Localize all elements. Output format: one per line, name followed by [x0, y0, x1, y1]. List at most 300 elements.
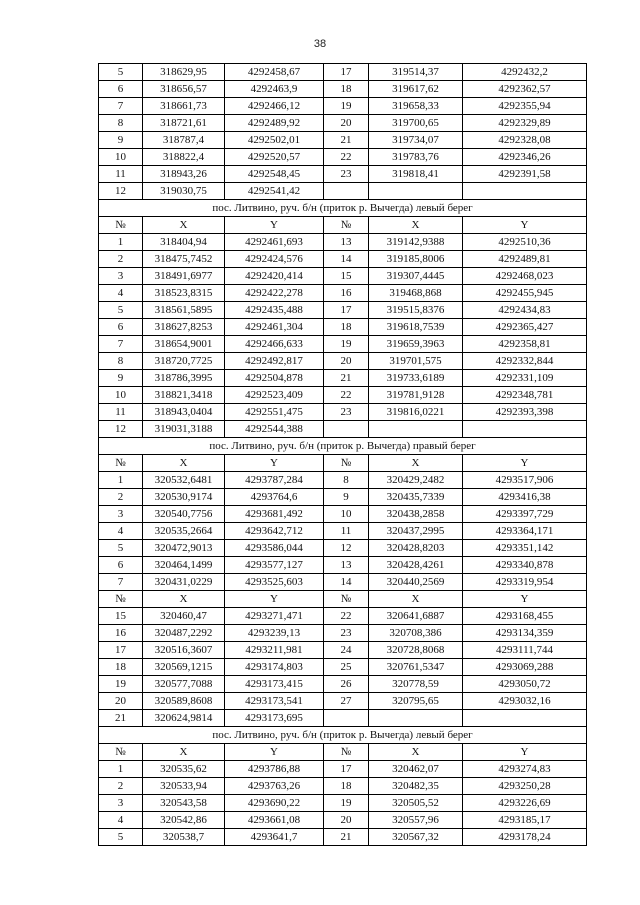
table-cell: 4292331,109 [463, 370, 587, 387]
table-cell: 319030,75 [143, 183, 225, 200]
table-row [99, 166, 587, 183]
table-cell: 320438,2858 [369, 506, 463, 523]
table-cell: 4293226,69 [463, 795, 587, 812]
table-row [99, 268, 587, 285]
table-row [99, 319, 587, 336]
section-title: пос. Литвино, руч. б/н (приток р. Вычегда) левый берег [99, 200, 587, 217]
table-cell: 18 [324, 81, 369, 98]
table-cell [324, 183, 369, 200]
table-cell: 320505,52 [369, 795, 463, 812]
table-row [99, 472, 587, 489]
table-cell: 318561,5895 [143, 302, 225, 319]
header-cell: № [99, 217, 143, 234]
table-cell: 4293763,26 [225, 778, 324, 795]
table-cell: 17 [324, 64, 369, 81]
table-cell: 4292463,9 [225, 81, 324, 98]
table-cell: 320589,8608 [143, 693, 225, 710]
table-cell: 319701,575 [369, 353, 463, 370]
table-cell: 1 [99, 472, 143, 489]
table-cell: 4293577,127 [225, 557, 324, 574]
table-cell: 7 [99, 574, 143, 591]
table-cell: 12 [99, 421, 143, 438]
table-cell: 13 [324, 234, 369, 251]
table-cell: 4292434,83 [463, 302, 587, 319]
table-cell: 1 [99, 761, 143, 778]
table-cell: 320487,2292 [143, 625, 225, 642]
table-row [99, 608, 587, 625]
table-cell: 319142,9388 [369, 234, 463, 251]
table-cell: 3 [99, 506, 143, 523]
table-cell: 19 [99, 676, 143, 693]
table-cell: 318491,6977 [143, 268, 225, 285]
table-cell: 4292422,278 [225, 285, 324, 302]
table-row [99, 421, 587, 438]
table-cell: 5 [99, 302, 143, 319]
header-cell: X [369, 591, 463, 608]
table-cell: 25 [324, 659, 369, 676]
table-cell: 26 [324, 676, 369, 693]
table-cell: 13 [324, 557, 369, 574]
table-cell: 4292489,92 [225, 115, 324, 132]
table-cell: 4293786,88 [225, 761, 324, 778]
table-cell: 4293586,044 [225, 540, 324, 557]
table-cell: 4292455,945 [463, 285, 587, 302]
table-cell: 318720,7725 [143, 353, 225, 370]
table-cell: 320535,2664 [143, 523, 225, 540]
table-row [99, 557, 587, 574]
table-cell: 19 [324, 795, 369, 812]
table-row [99, 251, 587, 268]
header-cell: № [324, 455, 369, 472]
table-cell: 10 [99, 149, 143, 166]
table-cell: 318787,4 [143, 132, 225, 149]
table-cell: 21 [324, 829, 369, 846]
section-title: пос. Литвино, руч. б/н (приток р. Вычегда) правый берег [99, 438, 587, 455]
table-cell: 10 [99, 387, 143, 404]
table-cell: 9 [324, 489, 369, 506]
table-cell: 319515,8376 [369, 302, 463, 319]
table-cell: 4293517,906 [463, 472, 587, 489]
header-cell: X [143, 744, 225, 761]
header-cell: № [324, 744, 369, 761]
table-cell: 320428,8203 [369, 540, 463, 557]
table-cell: 320472,9013 [143, 540, 225, 557]
table-cell: 7 [99, 336, 143, 353]
table-cell: 14 [324, 251, 369, 268]
table-cell: 4 [99, 523, 143, 540]
table-cell [369, 710, 463, 727]
table-cell: 4292466,633 [225, 336, 324, 353]
table-cell: 320533,94 [143, 778, 225, 795]
table-cell: 4292544,388 [225, 421, 324, 438]
header-cell: X [369, 455, 463, 472]
table-row [99, 812, 587, 829]
table-row [99, 98, 587, 115]
table-cell: 4293351,142 [463, 540, 587, 557]
table-row [99, 387, 587, 404]
table-cell: 319617,62 [369, 81, 463, 98]
table-cell: 4293250,28 [463, 778, 587, 795]
section-title-row [99, 727, 587, 744]
table-cell: 4292468,023 [463, 268, 587, 285]
table-cell: 4293178,24 [463, 829, 587, 846]
header-row [99, 744, 587, 761]
table-row [99, 778, 587, 795]
table-row [99, 659, 587, 676]
table-cell: 320482,35 [369, 778, 463, 795]
table-cell: 4293211,981 [225, 642, 324, 659]
table-cell: 9 [99, 132, 143, 149]
table-cell: 19 [324, 336, 369, 353]
table-cell: 4293239,13 [225, 625, 324, 642]
header-cell: X [143, 455, 225, 472]
table-cell: 319468,868 [369, 285, 463, 302]
table-cell: 4293525,603 [225, 574, 324, 591]
table-cell [463, 710, 587, 727]
table-cell: 320428,4261 [369, 557, 463, 574]
table-cell: 320460,47 [143, 608, 225, 625]
table-cell: 320577,7088 [143, 676, 225, 693]
table-cell: 4 [99, 812, 143, 829]
table-cell: 15 [324, 268, 369, 285]
header-cell: № [99, 455, 143, 472]
table-cell: 17 [99, 642, 143, 659]
table-cell: 4292355,94 [463, 98, 587, 115]
table-cell: 318475,7452 [143, 251, 225, 268]
table-cell: 4292346,26 [463, 149, 587, 166]
table-cell: 20 [324, 812, 369, 829]
section-title-row [99, 200, 587, 217]
header-row [99, 217, 587, 234]
table-cell: 318404,94 [143, 234, 225, 251]
table-row [99, 829, 587, 846]
table-cell: 4292362,57 [463, 81, 587, 98]
section-title: пос. Литвино, руч. б/н (приток р. Вычегда) левый берег [99, 727, 587, 744]
table-cell: 4293641,7 [225, 829, 324, 846]
header-cell: Y [463, 217, 587, 234]
table-cell: 4292432,2 [463, 64, 587, 81]
table-cell: 4292348,781 [463, 387, 587, 404]
table-row [99, 506, 587, 523]
table-cell: 4293173,415 [225, 676, 324, 693]
table-cell: 320795,65 [369, 693, 463, 710]
table-cell: 16 [324, 285, 369, 302]
table-cell: 318629,95 [143, 64, 225, 81]
header-cell: X [143, 591, 225, 608]
table-cell: 319031,3188 [143, 421, 225, 438]
table-cell: 14 [324, 574, 369, 591]
table-row [99, 710, 587, 727]
table-row [99, 353, 587, 370]
table-cell: 320540,7756 [143, 506, 225, 523]
table-cell: 4293032,16 [463, 693, 587, 710]
table-cell: 21 [99, 710, 143, 727]
table-cell: 318943,0404 [143, 404, 225, 421]
table-cell: 320435,7339 [369, 489, 463, 506]
table-cell: 4293134,359 [463, 625, 587, 642]
table-cell: 4 [99, 285, 143, 302]
table-cell: 4293271,471 [225, 608, 324, 625]
header-row [99, 455, 587, 472]
table-cell: 5 [99, 64, 143, 81]
table-cell: 17 [324, 302, 369, 319]
table-cell: 320532,6481 [143, 472, 225, 489]
table-cell: 4292332,844 [463, 353, 587, 370]
table-cell: 23 [324, 625, 369, 642]
table-cell: 319659,3963 [369, 336, 463, 353]
table-cell: 4293364,171 [463, 523, 587, 540]
table-cell: 318654,9001 [143, 336, 225, 353]
table-cell: 320530,9174 [143, 489, 225, 506]
table-cell: 318656,57 [143, 81, 225, 98]
table-cell [369, 183, 463, 200]
table-cell: 10 [324, 506, 369, 523]
table-cell: 20 [324, 115, 369, 132]
table-cell: 7 [99, 98, 143, 115]
table-cell: 4292329,89 [463, 115, 587, 132]
table-cell: 320429,2482 [369, 472, 463, 489]
table-cell: 3 [99, 795, 143, 812]
header-cell: Y [225, 455, 324, 472]
table-cell: 6 [99, 81, 143, 98]
table-cell: 319307,4445 [369, 268, 463, 285]
table-cell: 4293174,803 [225, 659, 324, 676]
table-row [99, 523, 587, 540]
table-row [99, 693, 587, 710]
table-cell: 320557,96 [369, 812, 463, 829]
table-cell: 319514,37 [369, 64, 463, 81]
table-cell: 4292461,304 [225, 319, 324, 336]
table-row [99, 302, 587, 319]
header-cell: Y [463, 744, 587, 761]
table-cell: 4292541,42 [225, 183, 324, 200]
table-cell: 2 [99, 778, 143, 795]
table-cell: 320641,6887 [369, 608, 463, 625]
table-cell: 320516,3607 [143, 642, 225, 659]
table-cell [463, 421, 587, 438]
header-cell: № [99, 744, 143, 761]
table-row [99, 234, 587, 251]
table-cell: 320538,7 [143, 829, 225, 846]
table-row [99, 81, 587, 98]
table-cell: 320761,5347 [369, 659, 463, 676]
table-cell: 23 [324, 166, 369, 183]
table-cell: 4292393,398 [463, 404, 587, 421]
table-row [99, 642, 587, 659]
table-cell: 24 [324, 642, 369, 659]
table-cell: 27 [324, 693, 369, 710]
header-cell: № [324, 591, 369, 608]
table-cell: 320708,386 [369, 625, 463, 642]
table-cell: 4293069,288 [463, 659, 587, 676]
table-cell: 4292504,878 [225, 370, 324, 387]
table-cell: 320462,07 [369, 761, 463, 778]
table-cell: 318661,73 [143, 98, 225, 115]
table-cell: 4293111,744 [463, 642, 587, 659]
table-cell [369, 421, 463, 438]
table-row [99, 625, 587, 642]
table-cell: 23 [324, 404, 369, 421]
table-cell: 319818,41 [369, 166, 463, 183]
table-cell: 4292551,475 [225, 404, 324, 421]
table-cell: 4292489,81 [463, 251, 587, 268]
table-cell: 16 [99, 625, 143, 642]
table-cell: 15 [99, 608, 143, 625]
table-cell: 4293681,492 [225, 506, 324, 523]
table-cell: 3 [99, 268, 143, 285]
table-row [99, 574, 587, 591]
table-cell: 319781,9128 [369, 387, 463, 404]
table-row [99, 370, 587, 387]
table-cell: 22 [324, 149, 369, 166]
coordinates-table [98, 63, 587, 846]
table-cell: 319783,76 [369, 149, 463, 166]
page-number: 38 [313, 38, 327, 50]
header-cell: Y [463, 591, 587, 608]
table-cell: 318821,3418 [143, 387, 225, 404]
table-cell: 4292391,58 [463, 166, 587, 183]
table-cell: 2 [99, 251, 143, 268]
table-cell: 4293173,695 [225, 710, 324, 727]
table-cell: 320543,58 [143, 795, 225, 812]
table-row [99, 676, 587, 693]
table-cell: 4293168,455 [463, 608, 587, 625]
table-cell: 319658,33 [369, 98, 463, 115]
header-cell: № [324, 217, 369, 234]
table-cell: 17 [324, 761, 369, 778]
table-cell: 320567,32 [369, 829, 463, 846]
table-cell: 319816,0221 [369, 404, 463, 421]
table-cell: 20 [99, 693, 143, 710]
table-cell: 4292358,81 [463, 336, 587, 353]
table-cell: 8 [324, 472, 369, 489]
table-cell: 4293185,17 [463, 812, 587, 829]
table-cell: 5 [99, 829, 143, 846]
table-cell: 22 [324, 608, 369, 625]
header-cell: Y [463, 455, 587, 472]
table-cell: 320778,59 [369, 676, 463, 693]
table-cell: 319185,8006 [369, 251, 463, 268]
table-cell: 320624,9814 [143, 710, 225, 727]
table-cell: 320437,2995 [369, 523, 463, 540]
table-cell: 4292461,693 [225, 234, 324, 251]
table-cell: 4292424,576 [225, 251, 324, 268]
header-cell: Y [225, 217, 324, 234]
table-cell: 320535,62 [143, 761, 225, 778]
table-cell: 318822,4 [143, 149, 225, 166]
table-cell: 4293764,6 [225, 489, 324, 506]
section-title-row [99, 438, 587, 455]
table-row [99, 132, 587, 149]
table-cell: 320728,8068 [369, 642, 463, 659]
table-cell: 12 [99, 183, 143, 200]
header-cell: X [369, 217, 463, 234]
table-row [99, 795, 587, 812]
table-row [99, 64, 587, 81]
table-cell: 4293397,729 [463, 506, 587, 523]
table-cell: 319733,6189 [369, 370, 463, 387]
table-row [99, 404, 587, 421]
header-cell: Y [225, 744, 324, 761]
table-cell: 4292510,36 [463, 234, 587, 251]
table-cell: 4293416,38 [463, 489, 587, 506]
table-cell: 19 [324, 98, 369, 115]
table-cell: 5 [99, 540, 143, 557]
table-cell [324, 710, 369, 727]
table-cell: 319618,7539 [369, 319, 463, 336]
table-cell: 4293340,878 [463, 557, 587, 574]
table-cell: 4293787,284 [225, 472, 324, 489]
table-cell: 320569,1215 [143, 659, 225, 676]
table-cell: 1 [99, 234, 143, 251]
table-cell: 4293050,72 [463, 676, 587, 693]
table-cell: 6 [99, 557, 143, 574]
table-cell [324, 421, 369, 438]
table-row [99, 115, 587, 132]
table-cell: 4293690,22 [225, 795, 324, 812]
table-cell: 4293173,541 [225, 693, 324, 710]
table-row [99, 336, 587, 353]
table-cell: 4293274,83 [463, 761, 587, 778]
table-row [99, 285, 587, 302]
table-cell: 8 [99, 353, 143, 370]
header-row [99, 591, 587, 608]
table-cell: 21 [324, 132, 369, 149]
header-cell: № [99, 591, 143, 608]
table-cell: 4292328,08 [463, 132, 587, 149]
table-cell: 318627,8253 [143, 319, 225, 336]
table-cell: 18 [324, 778, 369, 795]
table-cell: 319734,07 [369, 132, 463, 149]
table-cell: 4292520,57 [225, 149, 324, 166]
table-cell: 6 [99, 319, 143, 336]
header-cell: X [369, 744, 463, 761]
table-cell: 4292435,488 [225, 302, 324, 319]
table-cell: 4293661,08 [225, 812, 324, 829]
table-cell [463, 183, 587, 200]
table-cell: 4293642,712 [225, 523, 324, 540]
table-cell: 22 [324, 387, 369, 404]
table-cell: 318523,8315 [143, 285, 225, 302]
table-cell: 9 [99, 370, 143, 387]
table-cell: 8 [99, 115, 143, 132]
table-cell: 2 [99, 489, 143, 506]
table-cell: 4292466,12 [225, 98, 324, 115]
table-cell: 318721,61 [143, 115, 225, 132]
table-cell: 11 [99, 166, 143, 183]
table-cell: 320440,2569 [369, 574, 463, 591]
table-cell: 4292365,427 [463, 319, 587, 336]
table-cell: 18 [324, 319, 369, 336]
table-row [99, 489, 587, 506]
table-row [99, 540, 587, 557]
header-cell: Y [225, 591, 324, 608]
header-cell: X [143, 217, 225, 234]
table-cell: 319700,65 [369, 115, 463, 132]
table-cell: 4292458,67 [225, 64, 324, 81]
table-cell: 11 [99, 404, 143, 421]
table-cell: 4292420,414 [225, 268, 324, 285]
table-cell: 4292523,409 [225, 387, 324, 404]
table-cell: 320542,86 [143, 812, 225, 829]
table-cell: 320464,1499 [143, 557, 225, 574]
table-cell: 20 [324, 353, 369, 370]
table-row [99, 761, 587, 778]
table-row [99, 183, 587, 200]
table-cell: 318943,26 [143, 166, 225, 183]
table-row [99, 149, 587, 166]
table-cell: 4292492,817 [225, 353, 324, 370]
